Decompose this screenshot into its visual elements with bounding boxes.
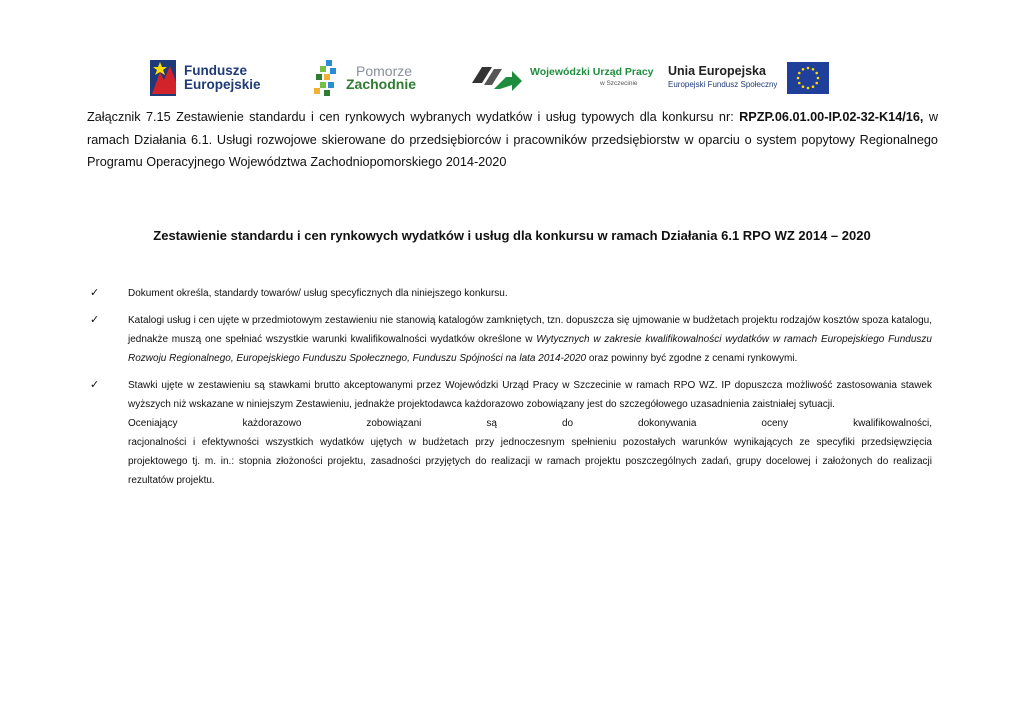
logo-bar <box>0 56 1024 104</box>
check-icon: ✓ <box>90 287 100 299</box>
eu-flag-icon <box>787 62 829 94</box>
item1-text: Dokument określa, standardy towarów/ usług specyficznych dla niniejszego konkursu. <box>128 288 508 299</box>
intro-paragraph <box>87 106 938 174</box>
pomorze-mosaic-icon <box>312 58 342 98</box>
item3-text-start: Stawki ujęte w zestawieniu są stawkami brutto akceptowanymi przez Wojewódzki Urząd Pracy w Szczecinie w ramach RPO WZ. IP dopuszcza możliwość zastosowania stawek wyższych niż wskazane w niniejszym Zestawieniu, jednakże projektodawca każdorazowo zobowiązany jest do szczegółowego uzasadnienia zaistniałej sytuacji. <box>128 380 932 410</box>
pomorze-zachodnie-logo <box>312 56 416 100</box>
intro-text-start: Załącznik 7.15 Zestawienie standardu i cen rynkowych wybranych wydatków i usług typowych dla konkursu nr: <box>87 110 740 124</box>
word: do <box>561 418 574 429</box>
item3-justified-line <box>128 414 932 433</box>
word: Oceniający <box>128 418 178 429</box>
fundusze-line2: Europejskie <box>184 77 261 92</box>
check-icon: ✓ <box>90 314 100 326</box>
word: dokonywania <box>638 418 697 429</box>
list-item <box>90 376 932 490</box>
list-item <box>90 311 932 368</box>
word: są <box>486 418 497 429</box>
word: kwalifikowalności, <box>853 418 932 429</box>
item2-guidelines-title: Wytycznych w zakresie kwalifikowalności wydatków w ramach Europejskiego Funduszu Rozwoju Regionalnego, Europejskiego Funduszu Społecznego, Funduszu Spójności na lata 2014-2020 <box>128 334 932 364</box>
word: zobowiązani <box>366 418 422 429</box>
document-title: Zestawienie standardu i cen rynkowych wydatków i usług dla konkursu w ramach Działania 6.1 RPO WZ 2014 – 2020 <box>153 228 871 243</box>
ue-line1: Unia Europejska <box>668 64 766 78</box>
intro-text-end: w ramach Działania 6.1. Usługi rozwojowe skierowane do przedsiębiorców i pracowników przedsiębiorstw w oparciu o system popytowy Regionalnego Programu Operacyjnego Województwa Zachodniopomorskiego 2014-2020 <box>87 110 938 169</box>
fundusze-europejskie-mark-icon <box>150 58 178 98</box>
word: każdorazowo <box>242 418 302 429</box>
competition-code: RPZP.06.01.00-IP.02-32-K14/16, <box>739 110 924 124</box>
wup-logo <box>472 56 654 100</box>
fundusze-europejskie-logo <box>150 56 261 100</box>
ue-line2: Europejski Fundusz Społeczny <box>668 80 778 89</box>
list-item <box>90 284 932 303</box>
item2-text-start: Katalogi usług i cen ujęte w przedmiotowym zestawieniu nie stanowią katalogów zamkniętych, tzn. dopuszcza się ujmowanie w budżetach projektu rodzajów kosztów spoza katalogu, jednakże muszą one spełniać wszystkie warunki kwalifikowalności wydatków określone w <box>128 315 932 345</box>
word: oceny <box>761 418 789 429</box>
pomorze-line2: Zachodnie <box>346 76 417 92</box>
wup-line1: Wojewódzki Urząd Pracy <box>530 66 654 78</box>
fundusze-line1: Fundusze <box>184 63 247 78</box>
bullet-list <box>90 284 932 498</box>
item3-text-end: racjonalności i efektywności wszystkich wydatków ujętych w budżetach przy jednoczesnym spełnieniu pozostałych warunków wynikających ze specyfiki przedsięwzięcia projektowego tj. m. in.: stopnia złożoności projektu, zasadności przyjętych do realizacji w ramach projektu poszczególnych zadań, grupy docelowej i założonych do realizacji rezultatów projektu. <box>128 437 932 486</box>
check-icon: ✓ <box>90 379 100 391</box>
wup-line2: w Szczecinie <box>599 80 638 87</box>
pomorze-line1: Pomorze <box>356 63 413 79</box>
unia-europejska-logo <box>668 56 829 100</box>
wup-arrow-icon <box>472 63 522 93</box>
item2-text-end: oraz powinny być zgodne z cenami rynkowymi. <box>586 353 798 364</box>
